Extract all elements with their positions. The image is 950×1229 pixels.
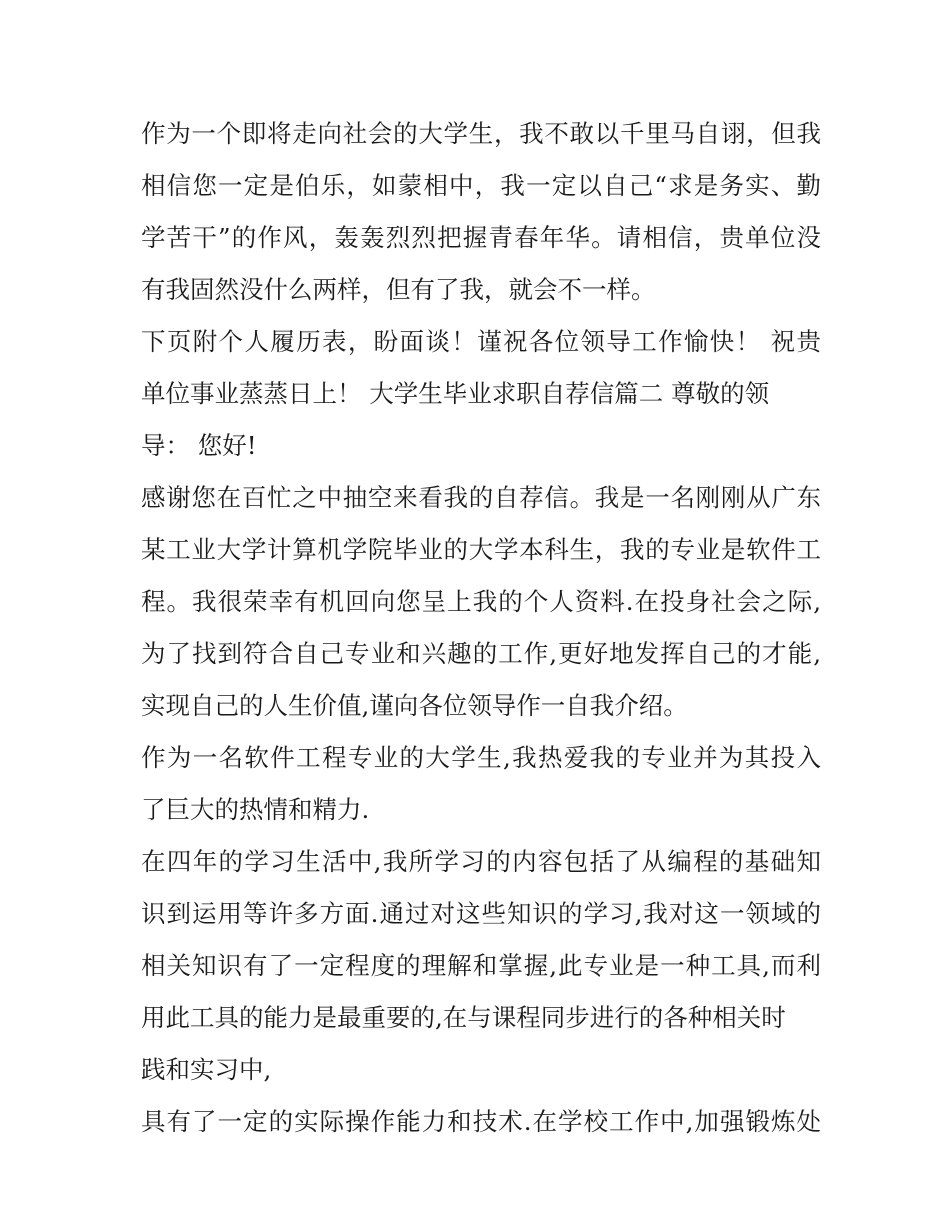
text-line: 感谢您在百忙之中抽空来看我的自荐信。我是一名刚刚从广东	[141, 483, 821, 512]
text-line: 了巨大的热情和精力.	[141, 795, 370, 824]
paragraph-major	[141, 732, 821, 836]
text-line: 有我固然没什么两样，但有了我，就会不一样。	[141, 275, 656, 304]
text-line: 相信您一定是伯乐，如蒙相中，我一定以自己“求是务实、勤	[141, 171, 821, 200]
text-line: 作为一名软件工程专业的大学生,我热爱我的专业并为其投入	[141, 743, 821, 772]
text-line: 导： 您好!	[141, 431, 257, 460]
text-line: 程。我很荣幸有机回向您呈上我的个人资料.在投身社会之际,	[141, 587, 821, 616]
paragraph-study	[141, 836, 821, 1096]
text-line: 践和实习中,	[141, 1055, 272, 1084]
letter-body	[141, 108, 821, 1148]
paragraph-introduction	[141, 472, 821, 732]
text-line: 作为一个即将走向社会的大学生，我不敢以千里马自诩，但我	[141, 119, 821, 148]
text-line: 单位事业蒸蒸日上！ 大学生毕业求职自荐信篇二 尊敬的领	[141, 379, 770, 408]
text-line: 识到运用等许多方面.通过对这些知识的学习,我对这一领域的	[141, 899, 821, 928]
text-line: 学苦干”的作风，轰轰烈烈把握青春年华。请相信，贵单位没	[141, 223, 821, 252]
text-line: 相关知识有了一定程度的理解和掌握,此专业是一种工具,而利	[141, 951, 821, 980]
paragraph-practice	[141, 1096, 821, 1148]
text-line: 为了找到符合自己专业和兴趣的工作,更好地发挥自己的才能,	[141, 639, 821, 668]
paragraph-confidence	[141, 108, 821, 316]
paragraph-closing-and-greeting	[141, 316, 821, 472]
text-line: 具有了一定的实际操作能力和技术.在学校工作中,加强锻炼处	[141, 1107, 821, 1136]
text-line: 下页附个人履历表，盼面谈！谨祝各位领导工作愉快！ 祝贵	[141, 327, 821, 356]
text-line: 某工业大学计算机学院毕业的大学本科生，我的专业是软件工	[141, 535, 821, 564]
text-line: 用此工具的能力是最重要的,在与课程同步进行的各种相关时	[141, 1003, 786, 1032]
text-line: 在四年的学习生活中,我所学习的内容包括了从编程的基础知	[141, 847, 821, 876]
text-line: 实现自己的人生价值,谨向各位领导作一自我介绍。	[141, 691, 688, 720]
